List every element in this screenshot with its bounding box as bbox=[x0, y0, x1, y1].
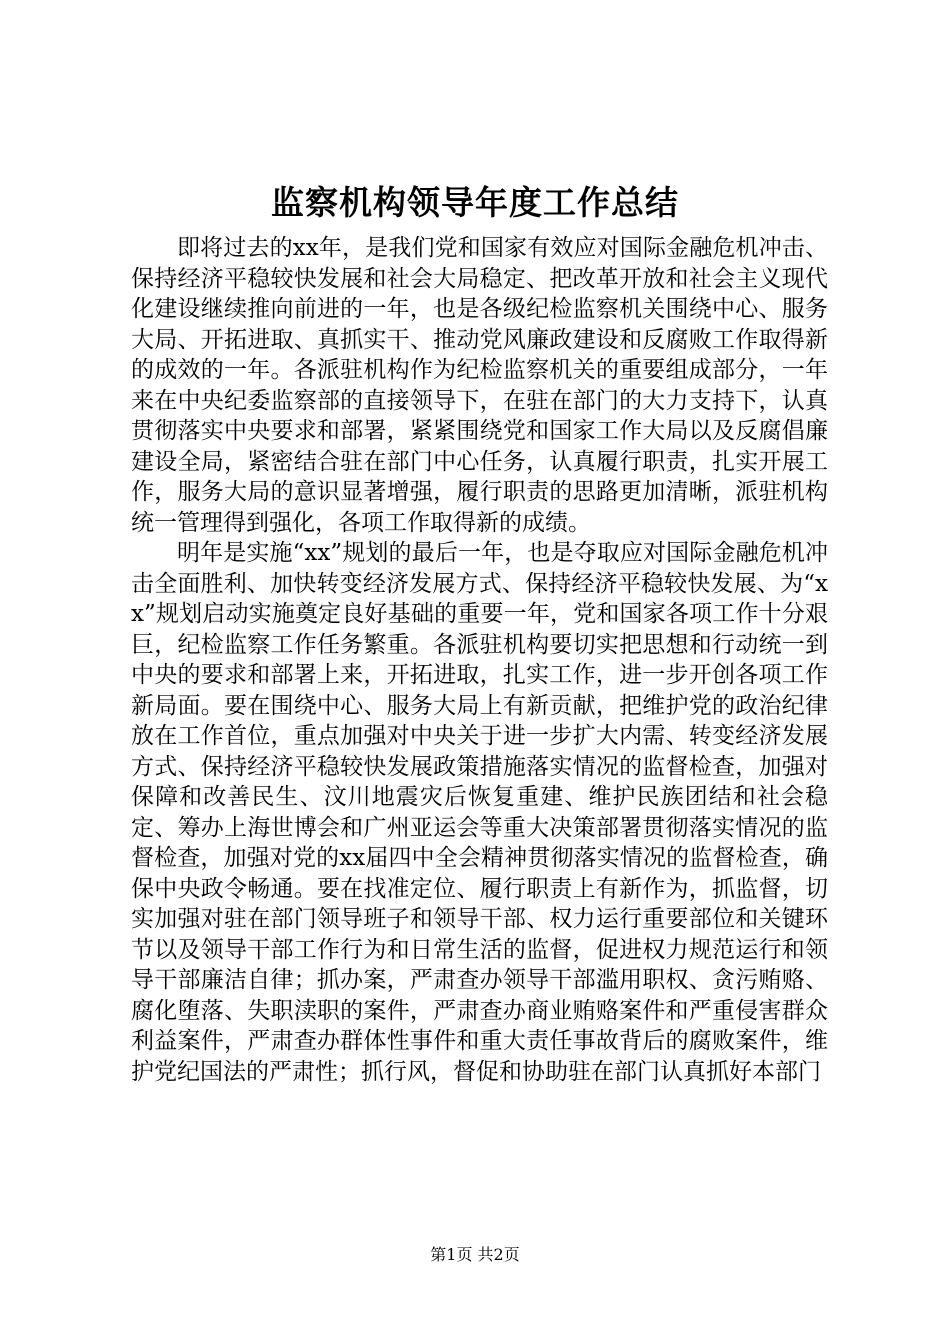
document-body bbox=[131, 233, 828, 1087]
page-footer: 第1页 共2页 bbox=[430, 1245, 520, 1264]
document-title: 监察机构领导年度工作总结 bbox=[271, 183, 679, 222]
paragraph-2: 明年是实施“xx”规划的最后一年，也是夺取应对国际金融危机冲击全面胜利、加快转变经济发展方式、保持经济平稳较快发展、为“xx”规划启动实施奠定良好基础的重要一年，党和国家各项工作十分艰巨，纪检监察工作任务繁重。各派驻机构要切实把思想和行动统一到中央的要求和部署上来，开拓进取，扎实工作，进一步开创各项工作新局面。要在围绕中心、服务大局上有新贡献，把维护党的政治纪律放在工作首位，重点加强对中央关于进一步扩大内需、转变经济发展方式、保持经济平稳较快发展政策措施落实情况的监督检查，加强对保障和改善民生、汶川地震灾后恢复重建、维护民族团结和社会稳定、筹办上海世博会和广州亚运会等重大决策部署贯彻落实情况的监督检查，加强对党的xx届四中全会精神贯彻落实情况的监督检查，确保中央政令畅通。要在找准定位、履行职责上有新作为，抓监督，切实加强对驻在部门领导班子和领导干部、权力运行重要部位和关键环节以及领导干部工作行为和日常生活的监督，促进权力规范运行和领导干部廉洁自律；抓办案，严肃查办领导干部滥用职权、贪污贿赂、腐化堕落、失职渎职的案件，严肃查办商业贿赂案件和严重侵害群众利益案件，严肃查办群体性事件和重大责任事故背后的腐败案件，维护党纪国法的严肃性；抓行风，督促和协助驻在部门认真抓好本部门 bbox=[131, 540, 828, 1085]
paragraph-1: 即将过去的xx年，是我们党和国家有效应对国际金融危机冲击、保持经济平稳较快发展和社会大局稳定、把改革开放和社会主义现代化建设继续推向前进的一年，也是各级纪检监察机关围绕中心、服务大局、开拓进取、真抓实干、推动党风廉政建设和反腐败工作取得新的成效的一年。各派驻机构作为纪检监察机关的重要组成部分，一年来在中央纪委监察部的直接领导下，在驻在部门的大力支持下，认真贯彻落实中央要求和部署，紧紧围绕党和国家工作大局以及反腐倡廉建设全局，紧密结合驻在部门中心任务，认真履行职责，扎实开展工作，服务大局的意识显著增强，履行职责的思路更加清晰，派驻机构统一管理得到强化，各项工作取得新的成绩。 bbox=[131, 235, 828, 536]
